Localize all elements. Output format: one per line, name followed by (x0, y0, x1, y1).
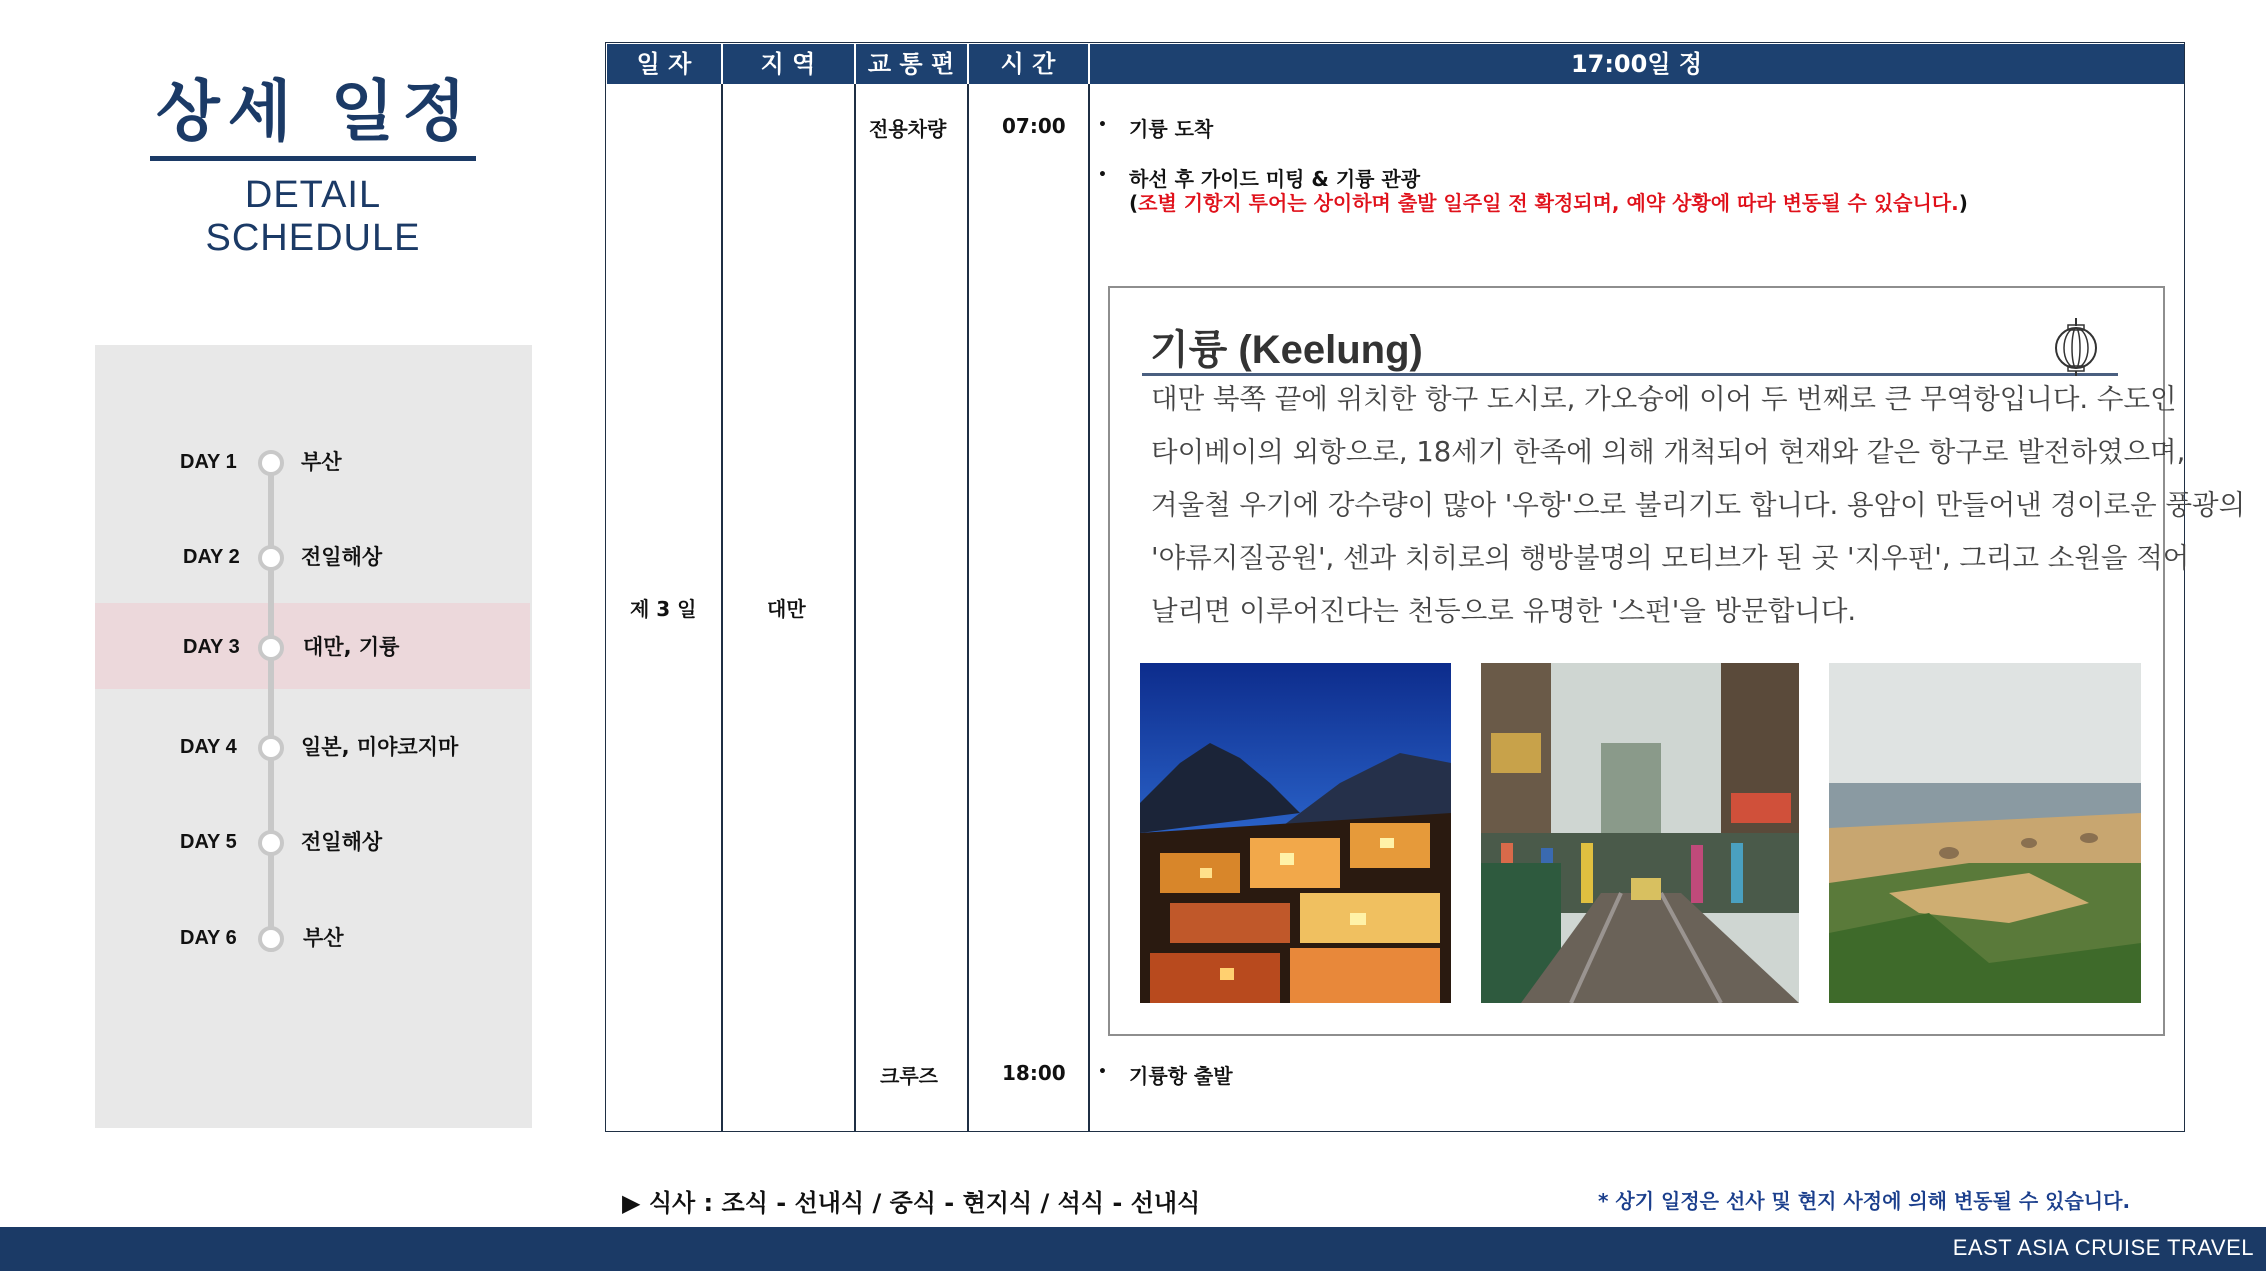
day-label: DAY 2 (183, 546, 240, 568)
day-place: 일본, 미야코지마 (301, 735, 459, 759)
column-divider (967, 44, 969, 1132)
time-cell-evening: 18:00 (1002, 1061, 1066, 1085)
day-place: 전일해상 (301, 545, 383, 569)
meal-text: 식사 : 조식 - 선내식 / 중식 - 현지식 / 석식 - 선내식 (648, 1189, 1201, 1217)
time-cell-morning: 07:00 (1002, 114, 1066, 138)
day-item-3[interactable] (0, 627, 532, 667)
day-number-cell: 제 3 일 (630, 597, 697, 621)
column-divider (1088, 44, 1090, 1132)
header-divider (967, 44, 969, 84)
yehliu-geopark-photo (1829, 663, 2141, 1003)
day-place: 전일해상 (301, 830, 383, 854)
title-underline (150, 156, 476, 161)
day-item-4[interactable] (0, 727, 532, 767)
description-line: 대만 북쪽 끝에 위치한 항구 도시로, 가오슝에 이어 두 번째로 큰 무역항입니다. 수도인 (1151, 383, 2177, 415)
day-label: DAY 4 (180, 736, 237, 758)
day-item-1[interactable] (0, 442, 532, 482)
column-divider (854, 44, 856, 1132)
day-item-6[interactable] (0, 918, 532, 958)
schedule-item: 기륭항 출발 (1129, 1064, 1233, 1088)
meal-info (622, 1183, 1200, 1218)
bullet: • (1098, 117, 1107, 133)
footer-bar (0, 1227, 2266, 1271)
timeline-node-icon (258, 926, 284, 952)
schedule-item: 하선 후 가이드 미팅 & 기륭 관광 (1129, 167, 1421, 191)
timeline-line (268, 460, 274, 940)
day-item-5[interactable] (0, 822, 532, 862)
description-line: '야류지질공원', 센과 치히로의 행방불명의 모티브가 된 곳 '지우펀', 그리고 소원을 적어 (1151, 542, 2190, 574)
jiufen-night-photo (1140, 663, 1451, 1003)
tour-notice (1129, 187, 1968, 216)
day-item-2[interactable] (0, 537, 532, 577)
bullet: • (1098, 1064, 1107, 1080)
header-divider (854, 44, 856, 84)
schedule-disclaimer: * 상기 일정은 선사 및 현지 사정에 의해 변동될 수 있습니다. (1598, 1189, 2131, 1213)
header-divider (721, 44, 723, 84)
header-region: 지 역 (760, 50, 816, 78)
day-label: DAY 6 (180, 927, 237, 949)
transport-cell-morning: 전용차량 (869, 117, 947, 141)
brand-name: EAST ASIA CRUISE TRAVEL (1952, 1235, 2254, 1260)
day-place: 부산 (303, 926, 344, 950)
bullet: • (1098, 167, 1107, 183)
description-line: 날리면 이루어진다는 천등으로 유명한 '스펀'을 방문합니다. (1151, 595, 1857, 627)
shifen-railway-photo (1481, 663, 1799, 1003)
column-divider (721, 44, 723, 1132)
transport-cell-evening: 크루즈 (880, 1064, 938, 1088)
header-time: 시 간 (1000, 50, 1056, 78)
schedule-item: 기륭 도착 (1129, 117, 1214, 141)
play-triangle-icon: ▶ (622, 1189, 641, 1217)
timeline-node-icon (258, 735, 284, 761)
day-label: DAY 3 (183, 636, 240, 658)
notice-text: 조별 기항지 투어는 상이하며 출발 일주일 전 확정되며, 예약 상황에 따라 변동될 수 있습니다. (1138, 191, 1959, 215)
timeline-node-icon (258, 830, 284, 856)
notice-paren-open: ( (1129, 191, 1139, 215)
header-date: 일 자 (636, 50, 692, 78)
page-subtitle: DETAIL SCHEDULE (205, 174, 421, 259)
page-title: 상세 일정 (155, 73, 474, 150)
header-divider (1088, 44, 1090, 84)
header-transport: 교 통 편 (867, 50, 955, 78)
region-cell: 대만 (767, 597, 806, 621)
timeline-node-icon (258, 545, 284, 571)
header-schedule: 17:00일 정 (1570, 50, 1703, 78)
lantern-icon (2048, 316, 2104, 376)
day-label: DAY 5 (180, 831, 237, 853)
day-place: 부산 (301, 450, 342, 474)
timeline-node-icon (258, 450, 284, 476)
notice-paren-close: ) (1958, 191, 1968, 215)
day-place: 대만, 기륭 (303, 635, 400, 659)
day-label: DAY 1 (180, 451, 237, 473)
description-line: 겨울철 우기에 강수량이 많아 '우항'으로 불리기도 합니다. 용암이 만들어낸 경이로운 풍광의 (1151, 489, 2246, 521)
keelung-title: 기륭 (Keelung) (1150, 328, 1423, 372)
keelung-description (1151, 373, 2246, 638)
description-line: 타이베이의 외항으로, 18세기 한족에 의해 개척되어 현재와 같은 항구로 발전하였으며, (1151, 436, 2186, 468)
timeline-node-icon (258, 635, 284, 661)
